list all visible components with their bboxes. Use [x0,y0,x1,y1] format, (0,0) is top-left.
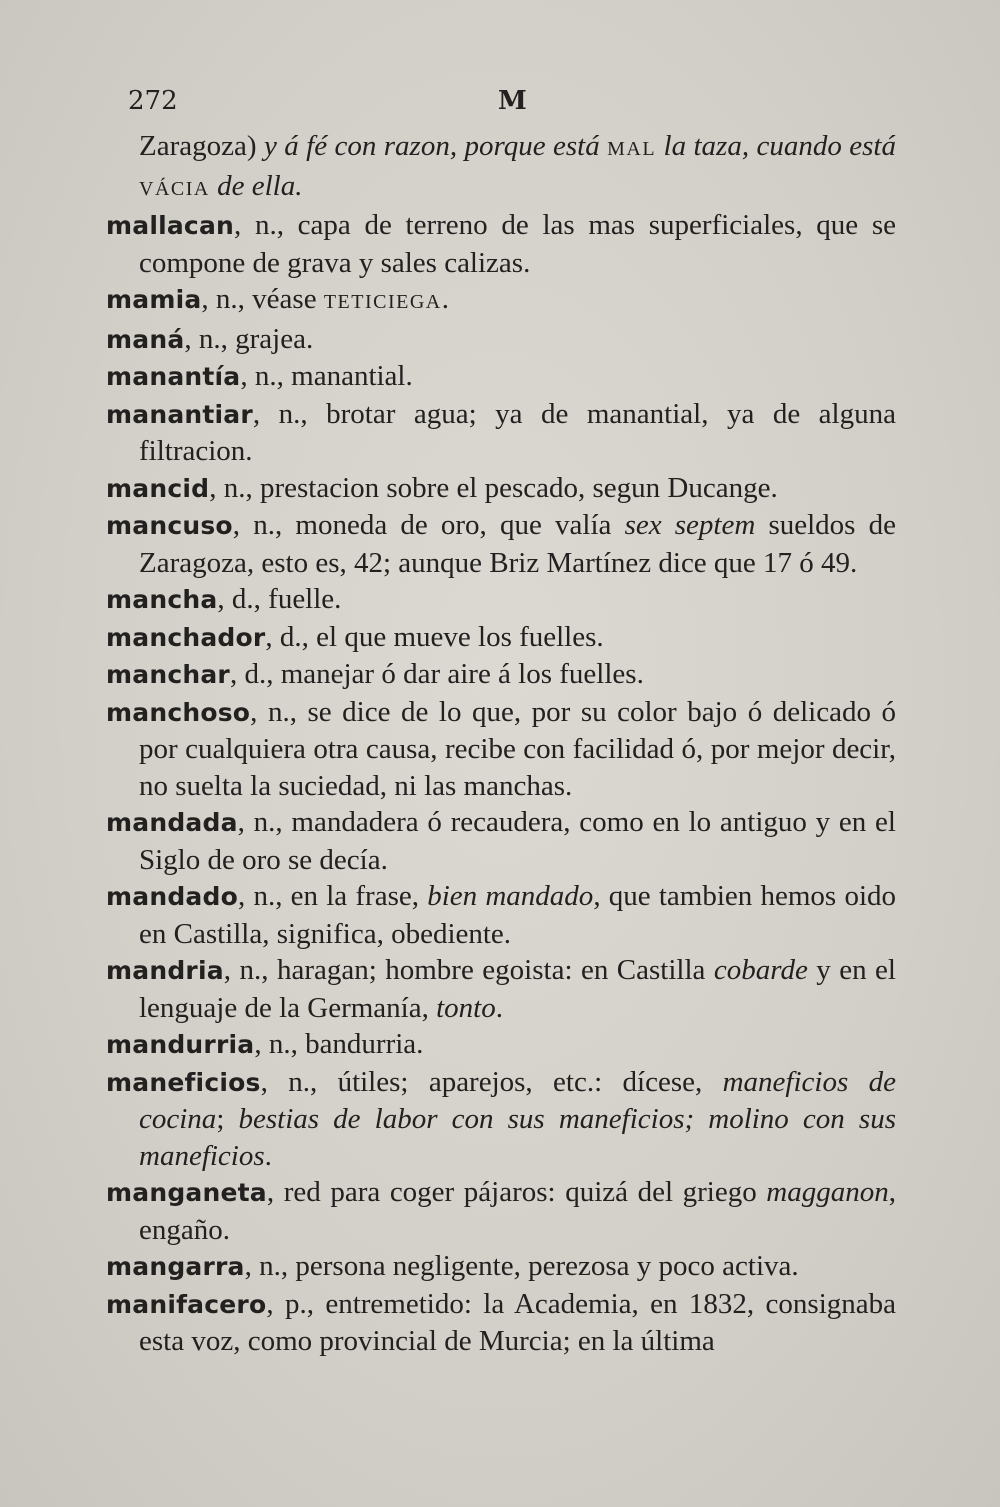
definition: , n., prestacion sobre el pescado, segun Ducange. [209,471,778,504]
dictionary-entry [106,804,896,878]
dictionary-entry [106,207,896,281]
dictionary-entry [106,281,896,321]
italic-text: bestias de labor con sus maneficios; molino con sus maneficios [139,1103,897,1172]
dictionary-entry [106,656,896,694]
smallcaps-text: MAL [607,138,657,160]
definition-tail: y en el lenguaje de la Germanía, [139,954,896,1024]
definition: , n., manantial. [240,360,413,392]
headword: mandada [106,808,238,837]
entry-text: Zaragoza) [139,130,264,162]
cross-reference: TETICIEGA [323,291,442,313]
headword: maneficios [106,1067,261,1097]
dictionary-entry [106,358,896,396]
italic-text: sex septem [624,509,756,541]
definition: , n., se dice de lo que, por su color bajo ó delicado ó por cualquiera otra causa, recibe con facilidad ó, por mejor decir, no suelta la suciedad, ni las manchas. [139,695,896,802]
headword: mandria [106,956,224,985]
definition: , n., mandadera ó recaudera, como en lo antiguo y en el Siglo de oro se decía. [139,806,896,876]
headword: mandado [106,882,238,911]
dictionary-entry [106,396,896,470]
dictionary-entry [106,470,896,508]
headword: manantiar [106,399,253,429]
definition-tail: , engaño. [139,1176,896,1246]
headword: mancha [106,585,218,614]
definition: , n., moneda de oro, que valía [232,509,625,541]
definition-tail: , que tambien hemos oido en Castilla, significa, obediente. [139,880,896,950]
headword: manchar [106,660,230,689]
dictionary-entry [106,1026,896,1064]
definition: , n., útiles; aparejos, etc.: dícese, [260,1065,723,1098]
definition: , n., véase [201,283,324,315]
dictionary-entry [106,952,896,1026]
smallcaps-text: VÁCIA [139,177,210,200]
headword: mangarra [106,1252,245,1281]
dictionary-entry [106,1286,896,1360]
definition: , d., manejar ó dar aire á los fuelles. [229,658,644,690]
headword: manifacero [106,1289,267,1319]
definition-tail: sueldos de Zaragoza, esto es, 42; aunque Briz Martínez dice que 17 ó 49. [139,509,897,579]
italic-text: bien mandado [427,880,594,912]
page-body [106,128,896,1360]
definition: , p., entremetido: la Academia, en 1832, consignaba esta voz, como provincial de Murcia; en la última [139,1287,896,1357]
definition: , n., en la frase, [237,880,428,912]
italic-text: y á fé con razon, porque está [263,130,608,162]
italic-text: cobarde [713,954,808,986]
continued-entry [106,128,896,207]
definition: , n., grajea. [184,322,314,355]
dictionary-entry [106,1174,896,1248]
headword: manchador [106,622,266,652]
dictionary-entry [106,619,896,657]
definition: , n., bandurria. [254,1028,424,1060]
definition-tail: . [495,991,503,1024]
definition: , n., brotar agua; ya de manantial, ya de alguna filtracion. [139,397,896,467]
italic-text: magganon [766,1176,889,1208]
definition-tail: . [264,1139,272,1172]
headword: maná [106,324,185,354]
headword: manantía [106,362,241,391]
page-number: 272 [128,86,178,116]
italic-text: la taza, cuando está [656,130,896,162]
definition-tail: . [441,283,449,315]
headword: mancid [106,473,210,503]
headword: mallacan [106,211,235,240]
headword: mancuso [106,511,233,540]
definition: , n., persona negligente, perezosa y poco activa. [244,1250,799,1282]
dictionary-entry [106,1248,896,1286]
definition: , n., capa de terreno de las mas superficiales, que se compone de grava y sales calizas. [139,209,896,279]
headword: mandurria [106,1030,255,1059]
headword: manchoso [106,697,251,727]
dictionary-entry [106,581,896,619]
definition: , d., el que mueve los fuelles. [265,620,604,653]
dictionary-entry [106,321,896,359]
dictionary-entry [106,694,896,805]
section-letter: M [498,86,527,116]
definition: , red para coger pájaros: quizá del griego [266,1176,767,1208]
definition-tail: ; [216,1103,239,1135]
headword: manganeta [106,1178,267,1207]
page-header [128,86,528,122]
headword: mamia [106,285,202,314]
italic-text: maneficios de cocina [139,1065,896,1135]
italic-text: de ella. [209,169,303,202]
dictionary-entry [106,1064,896,1175]
definition: , d., fuelle. [217,583,342,615]
italic-text: tonto [436,991,496,1024]
dictionary-entry [106,878,896,952]
definition: , n., haragan; hombre egoista: en Castilla [223,954,714,986]
dictionary-entry [106,507,896,581]
